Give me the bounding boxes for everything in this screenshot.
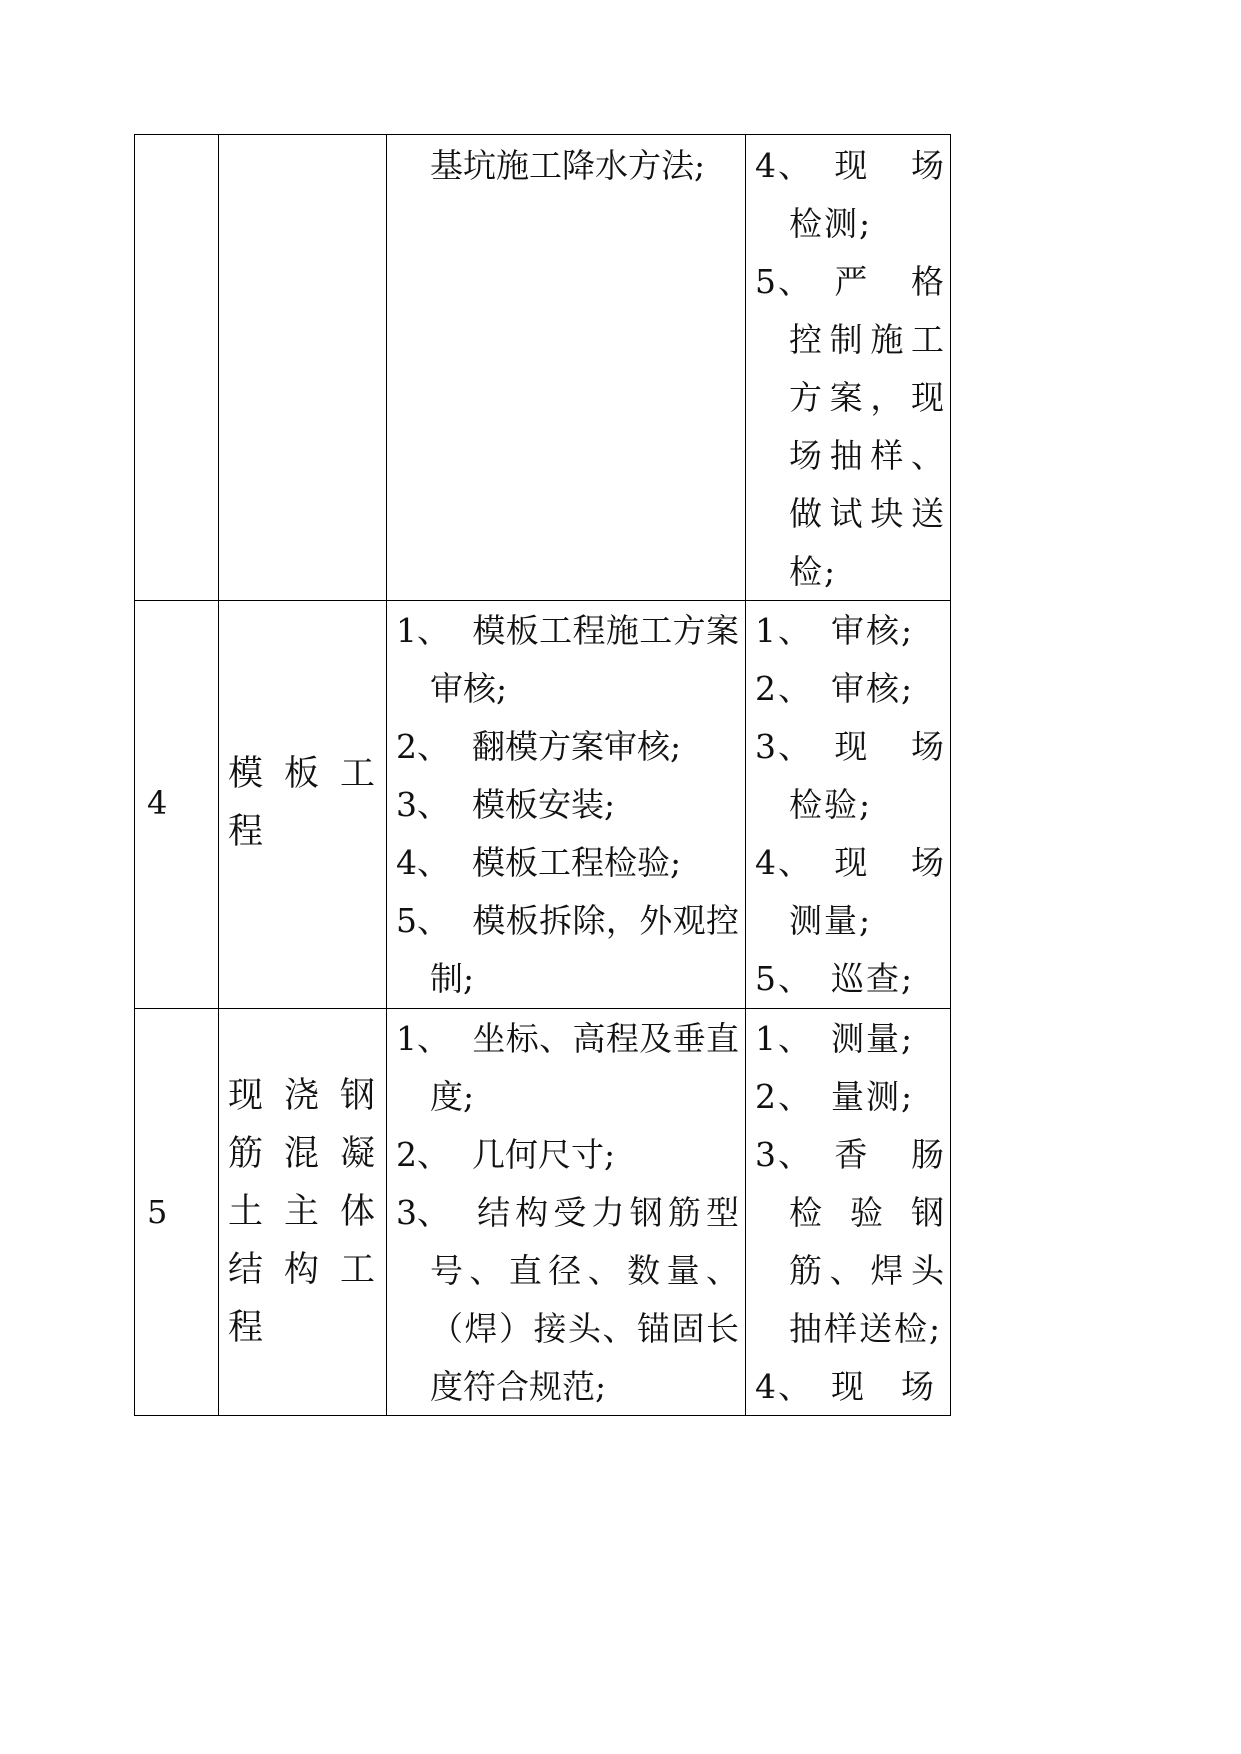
method-cell <box>745 135 952 600</box>
item-number: 2、 <box>755 1077 813 1116</box>
method-list <box>755 1010 946 1416</box>
content-cell <box>386 135 745 600</box>
item-number: 3、 <box>396 1193 450 1232</box>
method-item <box>755 660 946 718</box>
item-text: 翻模方案审核; <box>472 727 682 766</box>
row-number: 4 <box>147 784 168 822</box>
method-item <box>755 253 946 601</box>
content-item <box>396 892 739 1008</box>
content-item <box>396 1010 739 1126</box>
item-text: 模板安装; <box>472 785 616 824</box>
item-text: 香 肠检验钢筋、焊头抽样送检; <box>789 1135 946 1348</box>
content-item <box>396 602 739 718</box>
item-text: 巡查; <box>831 959 915 998</box>
item-number: 4、 <box>755 843 813 882</box>
method-item <box>755 834 946 950</box>
item-text: 测量; <box>831 1019 915 1058</box>
row-name-cell <box>218 600 386 1008</box>
item-text: 现 场测量; <box>789 843 946 940</box>
content-list <box>396 602 739 1008</box>
content-list <box>396 1010 739 1416</box>
item-number: 2、 <box>396 727 450 766</box>
item-number: 1、 <box>396 611 450 650</box>
item-text: 量测; <box>831 1077 915 1116</box>
content-item <box>396 718 739 776</box>
method-item <box>755 1068 946 1126</box>
item-text: 模板工程施工方案审核; <box>430 611 739 708</box>
item-number: 4、 <box>396 843 450 882</box>
item-text: 审核; <box>831 669 915 708</box>
item-number: 1、 <box>755 1019 813 1058</box>
item-number: 5、 <box>755 262 813 301</box>
content-item <box>396 137 739 195</box>
item-number: 3、 <box>755 727 813 766</box>
item-number: 5、 <box>755 959 813 998</box>
item-text: 现 场 <box>831 1367 936 1406</box>
item-number: 2、 <box>396 1135 450 1174</box>
content-cell <box>386 1008 745 1417</box>
row-number-cell <box>135 135 218 600</box>
item-number: 4、 <box>755 146 813 185</box>
item-text: 模板拆除，外观控制; <box>430 901 739 998</box>
item-text: 坐标、高程及垂直度; <box>430 1019 739 1116</box>
item-text: 审核; <box>831 611 915 650</box>
content-item <box>396 1184 739 1416</box>
row-name-cell <box>218 135 386 600</box>
item-number: 1、 <box>396 1019 450 1058</box>
content-list <box>396 137 739 195</box>
row-number: 5 <box>147 1193 168 1231</box>
method-item <box>755 1010 946 1068</box>
row-name-cell <box>218 1008 386 1417</box>
method-item <box>755 1126 946 1358</box>
content-item <box>396 776 739 834</box>
item-text: 现 场检测; <box>789 146 946 243</box>
method-cell <box>745 600 952 1008</box>
method-item <box>755 718 946 834</box>
row-number-cell <box>135 1008 218 1417</box>
row-name: 现 浇 钢筋 混 凝土 主 体结 构 工程 <box>228 1076 378 1348</box>
method-list <box>755 137 946 601</box>
content-item <box>396 834 739 892</box>
method-list <box>755 602 946 1008</box>
content-item <box>396 1126 739 1184</box>
item-number: 2、 <box>755 669 813 708</box>
method-item <box>755 1358 946 1416</box>
item-text: 基坑施工降水方法; <box>430 146 706 185</box>
item-number: 3、 <box>755 1135 813 1174</box>
inspection-table <box>134 134 951 1416</box>
item-text: 模板工程检验; <box>472 843 682 882</box>
item-number: 3、 <box>396 785 450 824</box>
row-name: 模 板 工程 <box>228 754 378 852</box>
item-number: 5、 <box>396 901 450 940</box>
content-cell <box>386 600 745 1008</box>
item-text: 严 格控制施工方案，现场抽样、做试块送检; <box>789 262 946 591</box>
method-cell <box>745 1008 952 1417</box>
item-text: 现 场检验; <box>789 727 946 824</box>
item-number: 4、 <box>755 1367 813 1406</box>
item-text: 结构受力钢筋型号、直径、数量、（焊）接头、锚固长度符合规范; <box>430 1193 739 1406</box>
item-text: 几何尺寸; <box>472 1135 616 1174</box>
item-number: 1、 <box>755 611 813 650</box>
method-item <box>755 137 946 253</box>
row-number-cell <box>135 600 218 1008</box>
method-item <box>755 602 946 660</box>
method-item <box>755 950 946 1008</box>
